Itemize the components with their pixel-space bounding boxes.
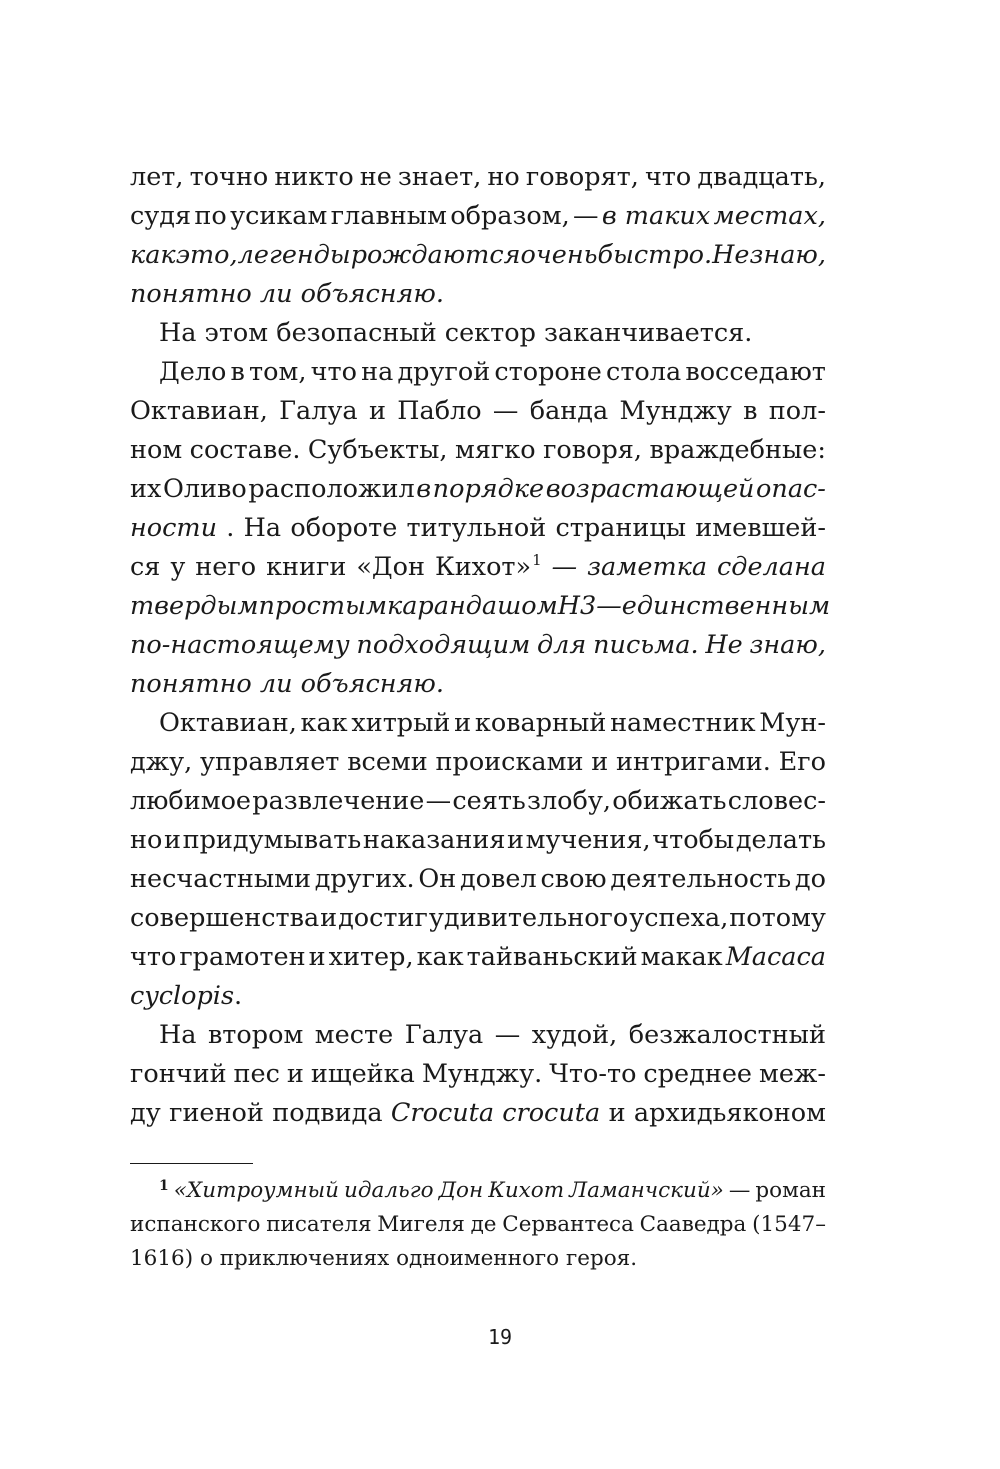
word: грамотен [179,942,306,972]
body-text [130,158,831,1133]
word: происками [435,747,584,777]
word: и [368,396,386,426]
word: 1616) о приключениях одноименного героя. [130,1246,638,1271]
text-line [130,548,826,587]
word: «Дон [356,552,425,582]
word: Дон [438,1178,484,1203]
word: что [644,162,692,192]
text-line [130,275,826,314]
footnote-number: 1 [159,1178,169,1194]
text-line [130,431,826,470]
word: никто [274,162,354,192]
word: твердым [130,591,259,621]
word: единственным [621,591,831,621]
word: обороте [290,513,398,543]
text-line [130,704,826,743]
word: макак [640,942,723,972]
word: возрастающей [545,474,755,504]
word: что [130,942,177,972]
word: него [195,552,257,582]
word: усикам [230,201,328,231]
word: расположил [248,474,415,504]
word: главным [330,201,447,231]
word: ищейка [310,1059,415,1089]
word: и [591,747,609,777]
word: безжалостный [628,1020,826,1050]
word: худой, [531,1020,618,1050]
word: письма. [593,630,699,660]
word: местах, [713,201,826,231]
word: мягко [455,435,536,465]
word: другой [397,357,491,387]
footnote [130,1174,826,1276]
text-line [130,353,826,392]
word: двадцать, [697,162,826,192]
text-line [130,236,826,275]
word: — [425,786,452,816]
word: Галуа [279,396,358,426]
word: заметка [587,552,708,582]
text-line [130,899,826,938]
text-line [130,743,826,782]
word: сеять [452,786,526,816]
word: страницы [555,513,687,543]
word: — [573,201,599,231]
word: не [359,162,392,192]
word: наместник [610,708,756,738]
word: знает, [397,162,482,192]
text-line [130,470,826,509]
word: чтобы [652,825,735,855]
word: составе. [189,435,301,465]
word: Сааведра [639,1212,747,1237]
word: в таких [601,201,711,231]
word: том, [249,357,307,387]
word: Мигеля [377,1212,465,1237]
word: лет, [130,162,184,192]
word: и [163,825,181,855]
word: их [130,474,162,504]
word: это, [175,240,238,270]
word: в [230,357,245,387]
word: На [243,513,282,543]
word: до [794,864,826,894]
word: Не [712,240,750,270]
word: понятно ли объясняю. [130,669,444,699]
text-line [130,1094,826,1133]
word: по [194,201,227,231]
word: Crocuta crocuta [390,1098,601,1128]
word: успеха, [629,903,729,933]
text-line [130,665,826,704]
word: как [416,942,464,972]
text-line [130,1016,826,1055]
word: ду [130,1098,161,1128]
word: что [310,357,357,387]
word: Сервантеса [502,1212,634,1237]
word: Мунджу [619,396,732,426]
word: судя [130,201,192,231]
word: книги [266,552,347,582]
word: простым [258,591,387,621]
word: точно [189,162,269,192]
word: словес- [727,786,826,816]
word: других. [314,864,415,894]
text-line [130,821,826,860]
word: рождаются [350,240,521,270]
text-line [130,392,826,431]
text-line [130,977,826,1016]
word: cyclopis [130,981,235,1011]
word: ности [130,513,218,543]
word: писателя [266,1212,372,1237]
word: и [308,942,326,972]
word: свою [540,864,607,894]
word: но [130,825,163,855]
word: идальго [344,1178,434,1203]
word: и [454,708,472,738]
word: любимое [130,786,252,816]
word: в [416,474,432,504]
word: джу, [130,747,193,777]
word: деятельность [610,864,792,894]
text-line [130,782,826,821]
word: восседают [685,357,826,387]
word: — [494,1020,521,1050]
word: как [300,708,348,738]
text-line [130,626,826,665]
word: тайваньский [466,942,638,972]
word: довел [459,864,537,894]
text-line [130,314,826,353]
word: титульной [406,513,547,543]
word: очень [520,240,598,270]
word: Кихот [488,1178,565,1203]
word: Мунджу. [421,1059,543,1089]
word: подходящим [356,630,531,660]
word: и [286,1059,304,1089]
word: На [159,1020,197,1050]
word: всеми [347,747,428,777]
word: . [234,981,243,1011]
word: злобу, [527,786,611,816]
word: Дело [159,357,227,387]
word: — [492,396,519,426]
word: знаю, [749,630,826,660]
word: среднее [643,1059,752,1089]
word: говоря, [543,435,642,465]
word: — [551,552,578,582]
word: враждебные: [649,435,826,465]
word: в [743,396,758,426]
footnote-line [130,1174,826,1208]
word: На этом безопасный сектор заканчивается. [159,318,753,348]
word: Мун- [759,708,826,738]
word: управляет [200,747,340,777]
word: «Хитроумный [173,1178,339,1203]
word: Он [418,864,457,894]
word: месте [314,1020,394,1050]
text-line [130,197,826,236]
word: придумывать [182,825,362,855]
footnote-line [130,1242,826,1276]
word: стола [606,357,682,387]
word: совершенства [130,903,320,933]
word: знаю, [749,240,826,270]
word: — [596,591,622,621]
word: Его [778,747,826,777]
word: Не [705,630,743,660]
word: гончий [130,1059,227,1089]
word: пол- [768,396,826,426]
word: потому [729,903,826,933]
word: втором [207,1020,304,1050]
word: порядке [432,474,545,504]
word: обижать [612,786,727,816]
word: образом, [450,201,570,231]
word: хитер, [328,942,414,972]
word: имевшей- [695,513,826,543]
word: мучения, [525,825,651,855]
word: быстро. [597,240,713,270]
word: делать [735,825,826,855]
word: Октавиан, [159,708,297,738]
word: удивительного [428,903,629,933]
word: де [470,1212,497,1237]
word: и [507,825,525,855]
word: Оливо [162,474,247,504]
word: подвида [272,1098,383,1128]
word: Кихот»$^1$ [434,551,542,582]
word: но [487,162,520,192]
text-line [130,1055,826,1094]
word: . [226,513,235,543]
word: карандашом [387,591,558,621]
word: — [728,1178,751,1203]
text-line [130,587,831,626]
text-line [130,158,826,197]
word: для [537,630,587,660]
text-line [130,938,826,977]
word: и [320,903,338,933]
word: коварный [474,708,607,738]
word: стороне [494,357,602,387]
word: у [170,552,186,582]
text-line [130,860,826,899]
word: хитрый [351,708,451,738]
word: Что-то [549,1059,637,1089]
word: несчастными [130,864,311,894]
word: понятно ли объясняю. [130,279,444,309]
page-number: 19 [487,1325,513,1349]
word: Н3 [557,591,597,621]
footnote-divider [130,1163,253,1164]
word: гиеной [169,1098,264,1128]
word: ся [130,552,161,582]
word: пес [233,1059,280,1089]
word: по-настоящему [130,630,350,660]
word: достиг [338,903,428,933]
word: испанского [130,1212,261,1237]
word: говорят, [525,162,639,192]
word: наказания [362,825,506,855]
word: сделана [717,552,826,582]
footnote-line [130,1208,826,1242]
word: (1547– [752,1212,826,1237]
word: архидьяконом [633,1098,826,1128]
word: интригами. [615,747,771,777]
text-line [130,509,826,548]
word: Пабло [397,396,482,426]
word: Галуа [404,1020,484,1050]
word: меж- [758,1059,826,1089]
word: опас- [756,474,826,504]
word: и [608,1098,626,1128]
word: Ламанчский» [569,1178,724,1203]
word: банда [529,396,609,426]
word: развлечение [252,786,425,816]
word: как [130,240,176,270]
word: ном [130,435,183,465]
word: роман [755,1178,826,1203]
footnote-reference: 1 [532,551,542,569]
word: на [361,357,394,387]
word: Субъекты, [307,435,448,465]
word: Октавиан, [130,396,268,426]
word: легенды [237,240,351,270]
word: Macaca [725,942,826,972]
